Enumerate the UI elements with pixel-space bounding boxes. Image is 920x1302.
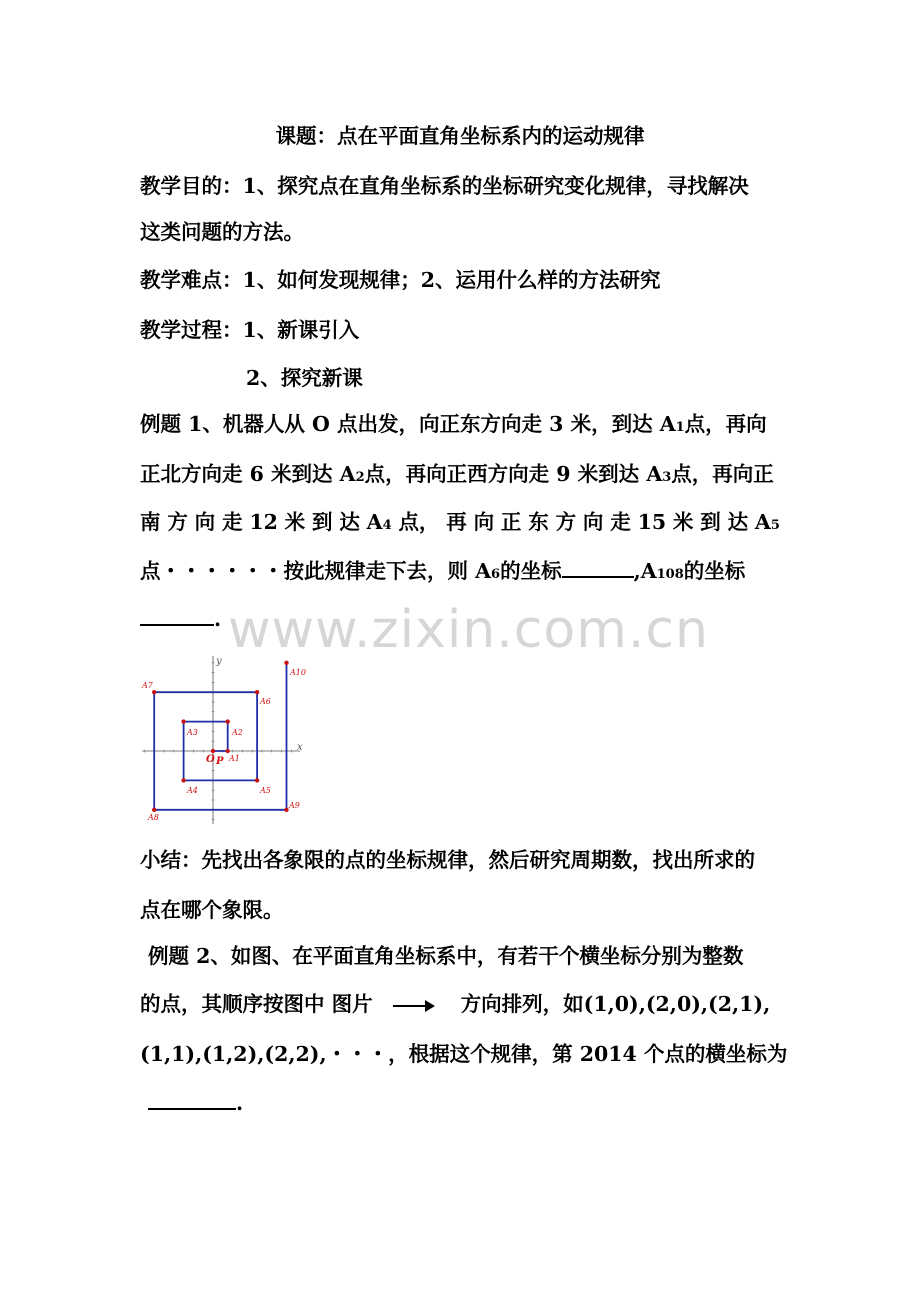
subscript: 3 [662, 470, 672, 485]
example1-word: 方 [167, 510, 188, 534]
label-a5: A5 [260, 786, 271, 795]
path-point-a3 [181, 719, 185, 723]
example2-line-4 [148, 1088, 243, 1117]
example1-word: 东 [528, 510, 549, 534]
example2-text: 的点，其顺序按图中 图片 [140, 992, 373, 1016]
subscript: 1 [675, 420, 685, 435]
example1-word: 正 [500, 510, 522, 534]
answer-blank [148, 1088, 236, 1110]
objective-line-1: 教学目的：1、探究点在直角坐标系的坐标研究变化规律，寻找解决 [140, 174, 749, 198]
example1-word: 点， [398, 510, 440, 534]
example1-word: 到 [312, 510, 333, 534]
example2-text: 方向排列，如(1,0),(2,0),(2,1), [460, 992, 771, 1016]
path-point-a1 [226, 749, 230, 753]
grid-ticks [144, 663, 291, 820]
x-axis-label: x [297, 742, 303, 753]
objective-line-2: 这类问题的方法。 [140, 220, 304, 244]
label-origin: O [206, 754, 215, 765]
example1-word: A5 [754, 510, 780, 534]
spiral-path-figure [140, 650, 310, 830]
example1-text: 例题 1、机器人从 O 点出发，向正东方向走 3 米，到达 A [140, 412, 676, 436]
subscript: 6 [491, 567, 501, 582]
example2-line-2 [140, 990, 770, 1018]
lesson-title: 课题：点在平面直角坐标系内的运动规律 [275, 124, 645, 148]
label-p: P [216, 756, 224, 767]
example2-text: . [236, 1091, 244, 1115]
example1-text: . [214, 607, 222, 631]
example1-line-3 [140, 508, 780, 540]
example1-word: 向 [194, 510, 216, 534]
label-a2: A2 [232, 728, 243, 737]
example1-word: 15 [637, 510, 667, 534]
example1-text: 点，再向 [684, 412, 767, 436]
label-a1: A1 [229, 754, 240, 763]
label-a8: A8 [148, 813, 159, 822]
example1-word: 南 [140, 510, 161, 534]
example1-word: A4 [366, 510, 392, 534]
path-point-a4 [181, 778, 185, 782]
path-point-a7 [152, 690, 156, 694]
subscript: 2 [355, 470, 365, 485]
label-a4: A4 [187, 786, 198, 795]
label-a6: A6 [260, 697, 271, 706]
process-line-1: 教学过程：1、新课引入 [140, 318, 360, 342]
example1-text: 点・・・・・・按此规律走下去，则 A [140, 559, 492, 583]
example1-word: 走 [221, 510, 243, 534]
path-point-a2 [226, 719, 230, 723]
example1-text: 的坐标 [500, 559, 562, 583]
example2-line-1: 例题 2、如图、在平面直角坐标系中，有若干个横坐标分别为整数 [148, 944, 744, 968]
example1-line-2 [140, 460, 774, 492]
example1-word: 达 [727, 510, 749, 534]
example1-word: 走 [610, 510, 631, 534]
example1-text: 的坐标 [683, 559, 746, 583]
example1-word: 向 [582, 510, 604, 534]
summary-line-2: 点在哪个象限。 [140, 898, 284, 922]
subscript: 108 [656, 567, 684, 582]
example2-line-3: (1,1),(1,2),(2,2),・・・，根据这个规律，第 2014 个点的横坐标为 [140, 1042, 788, 1066]
example1-word: 再 [446, 510, 467, 534]
example1-text: ,A [633, 559, 657, 583]
example1-text: 正北方向走 6 米到达 A [140, 462, 356, 486]
example1-word: 向 [473, 510, 495, 534]
answer-blank [140, 604, 214, 626]
path-point-a6 [255, 690, 259, 694]
right-arrow-icon [393, 1005, 433, 1007]
difficulty-line: 教学难点：1、如何发现规律；2、运用什么样的方法研究 [140, 268, 661, 292]
watermark: www.zixin.com.cn [228, 600, 709, 660]
example1-word: 达 [339, 510, 360, 534]
example1-line-1 [140, 410, 767, 442]
y-axis-label: y [216, 656, 222, 667]
example1-line-5 [140, 604, 221, 633]
label-a9: A9 [289, 801, 300, 810]
path-point-a8 [152, 808, 156, 812]
path-point-a5 [255, 778, 259, 782]
example1-word: 米 [284, 510, 306, 534]
example1-word: 12 [249, 510, 278, 534]
example1-word: 米 [672, 510, 694, 534]
answer-blank [562, 556, 634, 578]
example1-text: 点，再向正西方向走 9 米到达 A [364, 462, 663, 486]
origin-point [211, 749, 215, 753]
label-a10: A10 [290, 668, 306, 677]
example1-word: 到 [700, 510, 721, 534]
summary-line-1: 小结：先找出各象限的点的坐标规律，然后研究周期数，找出所求的 [140, 848, 755, 872]
example1-line-4 [140, 556, 745, 589]
example1-word: 方 [555, 510, 577, 534]
process-line-2: 2、探究新课 [246, 366, 363, 390]
example1-text: 点，再向正 [671, 462, 774, 486]
path-point-a10 [284, 661, 288, 665]
label-a3: A3 [187, 728, 198, 737]
label-a7: A7 [142, 681, 153, 690]
